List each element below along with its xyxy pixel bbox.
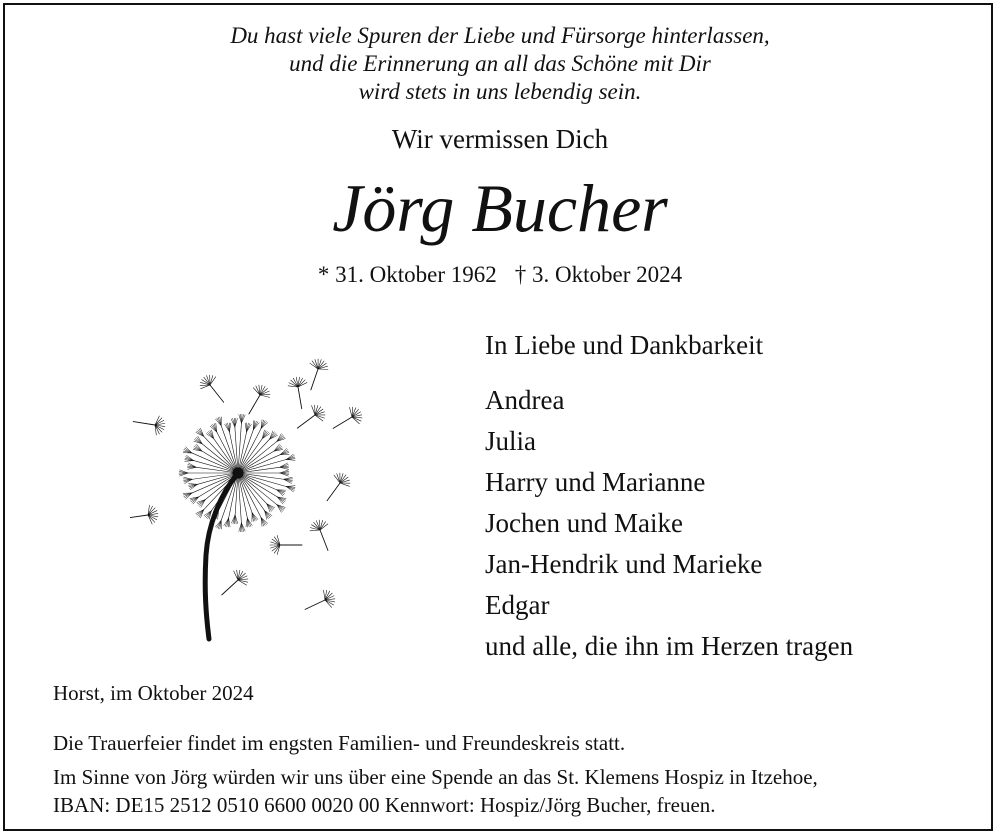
motto-line-2: und die Erinnerung an all das Schöne mit Dir (289, 51, 711, 76)
family-member: Jochen und Maike (485, 508, 683, 538)
family-member: Andrea (485, 385, 565, 415)
family-list (485, 328, 853, 667)
place-date: Horst, im Oktober 2024 (53, 681, 254, 705)
deceased-name: Jörg Bucher (332, 170, 668, 246)
death-date: † 3. Oktober 2024 (514, 262, 683, 287)
birth-date: * 31. Oktober 1962 (317, 262, 497, 287)
family-member: und alle, die ihn im Herzen tragen (485, 631, 854, 661)
life-dates (0, 262, 1000, 288)
funeral-note: Die Trauerfeier findet im engsten Familien- und Freundeskreis statt. (53, 731, 626, 755)
family-member: Julia (485, 426, 536, 456)
family-member: Harry und Marianne (485, 467, 706, 497)
donation-line-2: IBAN: DE15 2512 0510 6600 0020 00 Kennwort: Hospiz/Jörg Bucher, freuen. (53, 793, 716, 817)
dandelion-icon (130, 355, 380, 645)
family-intro: In Liebe und Dankbarkeit (485, 330, 764, 360)
family-member: Edgar (485, 590, 550, 620)
motto (0, 22, 1000, 106)
motto-line-3: wird stets in uns lebendig sein. (358, 79, 642, 104)
motto-line-1: Du hast viele Spuren der Liebe und Fürsorge hinterlassen, (230, 23, 770, 48)
notice (53, 729, 818, 819)
family-member: Jan-Hendrik und Marieke (485, 549, 763, 579)
heading: Wir vermissen Dich (391, 124, 609, 154)
donation-line-1: Im Sinne von Jörg würden wir uns über eine Spende an das St. Klemens Hospiz in Itzehoe, (53, 765, 818, 789)
